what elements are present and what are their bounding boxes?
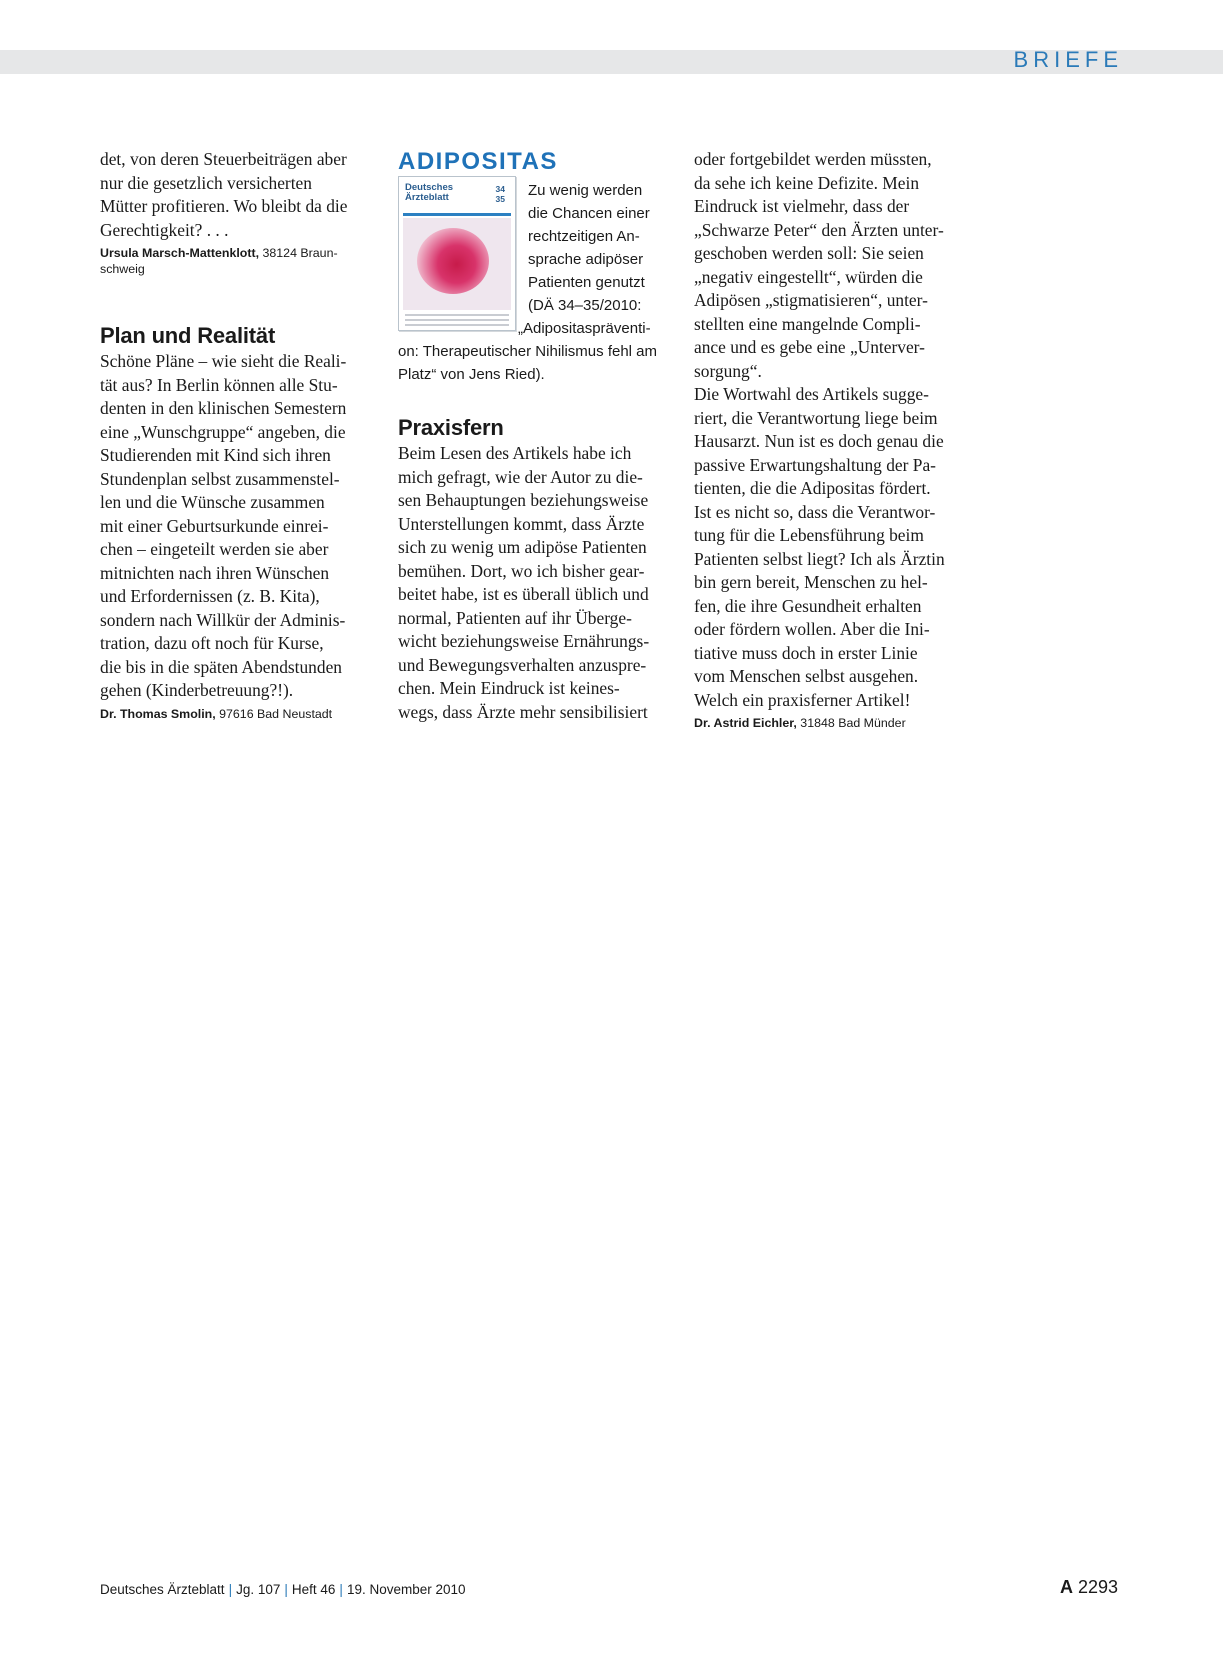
journal-name: Deutsches Ärzteblatt xyxy=(100,1582,225,1597)
text-line: passive Erwartungshaltung der Pa- xyxy=(694,454,936,475)
text-line: Die Wortwahl des Artikels sugge- xyxy=(694,384,929,404)
text-line: chen – eingeteilt werden sie aber xyxy=(100,539,329,559)
text-line: bemühen. Dort, wo ich bisher gear- xyxy=(398,560,645,581)
text-line: „negativ eingestellt“, würden die xyxy=(694,266,923,287)
text-line: tät aus? In Berlin können alle Stu- xyxy=(100,374,338,395)
text-line: sorgung“. xyxy=(694,360,762,381)
text-line: wegs, dass Ärzte mehr sensibilisiert xyxy=(398,701,648,722)
column-3 xyxy=(694,148,974,731)
text-line: Adipösen „stigmatisieren“, unter- xyxy=(694,290,928,310)
text-line: da sehe ich keine Defizite. Mein xyxy=(694,172,920,193)
letter-body xyxy=(100,350,380,703)
text-line: Patienten genutzt xyxy=(528,274,645,291)
text-line: die bis in die späten Abendstunden xyxy=(100,656,342,677)
text-line: mich gefragt, wie der Autor zu die- xyxy=(398,466,643,487)
text-line: Platz“ von Jens Ried). xyxy=(398,366,545,383)
text-line: Hausarzt. Nun ist es doch genau die xyxy=(694,431,944,451)
cover-masthead: Deutsches Ärzteblatt xyxy=(405,182,454,203)
column-2 xyxy=(398,148,678,724)
text-line: Studierenden mit Kind sich ihren xyxy=(100,445,331,465)
histology-section xyxy=(417,228,489,294)
text-line: stellten eine mangelnde Compli- xyxy=(694,313,921,334)
text-line: sondern nach Willkür der Adminis- xyxy=(100,609,346,630)
text-line: Gerechtigkeit? . . . xyxy=(100,219,229,240)
text-line: sen Behauptungen beziehungsweise xyxy=(398,490,649,510)
text-line: tung für die Lebensführung beim xyxy=(694,525,924,545)
cover-text-line xyxy=(405,314,509,316)
text-line: sich zu wenig um adipöse Patienten xyxy=(398,537,647,557)
text-line: Unterstellungen kommt, dass Ärzte xyxy=(398,513,645,534)
text-line: vom Menschen selbst ausgehen. xyxy=(694,666,919,686)
text-line: Ist es nicht so, dass die Verantwor- xyxy=(694,501,936,522)
text-line: und Bewegungsverhalten anzuspre- xyxy=(398,654,647,675)
text-line: Schöne Pläne – wie sieht die Reali- xyxy=(100,351,347,371)
page-footer xyxy=(100,1582,466,1597)
text-line: Zu wenig werden xyxy=(528,182,643,199)
text-line: ance und es gebe eine „Unterver- xyxy=(694,337,925,357)
author-name: Dr. Thomas Smolin, xyxy=(100,706,216,721)
text-line: eine „Wunschgruppe“ angeben, die xyxy=(100,421,346,442)
text-line: „Schwarze Peter“ den Ärzten unter- xyxy=(694,219,944,240)
text-line: Beim Lesen des Artikels habe ich xyxy=(398,443,632,463)
page-number xyxy=(1060,1577,1118,1598)
letter-author xyxy=(100,245,380,277)
text-line: beitet habe, ist es überall üblich und xyxy=(398,584,649,604)
text-line: gehen (Kinderbetreuung?!). xyxy=(100,680,294,700)
cover-histology-picture xyxy=(403,218,511,310)
publication-date: 19. November 2010 xyxy=(346,1582,466,1597)
text-line: fen, die ihre Gesundheit erhalten xyxy=(694,595,922,616)
text-line: riert, die Verantwortung liege beim xyxy=(694,407,938,428)
journal-issue: Heft 46 xyxy=(291,1582,336,1597)
text-line: tration, dazu oft noch für Kurse, xyxy=(100,633,324,653)
teaser xyxy=(398,176,678,386)
text-line: mit einer Geburtsurkunde einrei- xyxy=(100,515,329,536)
topic-kicker: ADIPOSITAS xyxy=(398,148,558,175)
footer-separator: | xyxy=(228,1582,233,1597)
text-line: oder fördern wollen. Aber die Ini- xyxy=(694,619,930,639)
text-line: det, von deren Steuerbeiträgen aber xyxy=(100,149,347,169)
footer-separator: | xyxy=(339,1582,343,1597)
magazine-cover-image xyxy=(398,176,516,331)
letter-heading: Plan und Realität xyxy=(100,323,276,348)
journal-volume: Jg. 107 xyxy=(236,1582,281,1597)
letter-author xyxy=(694,715,974,731)
text-line: denten in den klinischen Semestern xyxy=(100,398,347,418)
cover-text-line xyxy=(405,319,509,321)
author-place: schweig xyxy=(100,262,145,276)
text-line: sprache adipöser xyxy=(528,251,644,268)
text-line: oder fortgebildet werden müssten, xyxy=(694,149,932,169)
text-line: „Adipositaspräventi- xyxy=(518,320,651,337)
text-line: Patienten selbst liegt? Ich als Ärztin xyxy=(694,548,945,569)
letter-author xyxy=(100,706,380,722)
page-prefix: A xyxy=(1059,1577,1073,1597)
text-line: Welch ein praxisferner Artikel! xyxy=(694,689,911,710)
letter-body-continued xyxy=(694,148,974,712)
text-line: die Chancen einer xyxy=(528,205,650,222)
text-line: normal, Patienten auf ihr Überge- xyxy=(398,607,632,628)
text-line: Stundenplan selbst zusammenstel- xyxy=(100,468,340,489)
text-line: und Erfordernissen (z. B. Kita), xyxy=(100,586,320,606)
text-line: rechtzeitigen An- xyxy=(528,228,640,245)
cover-band xyxy=(403,213,511,216)
page-number-value: 2293 xyxy=(1077,1577,1118,1597)
text-line: (DÄ 34–35/2010: xyxy=(528,297,642,314)
letter-body xyxy=(398,442,678,724)
text-line: mitnichten nach ihren Wünschen xyxy=(100,562,330,583)
author-place: 97616 Bad Neustadt xyxy=(219,706,333,721)
text-line: chen. Mein Eindruck ist keines- xyxy=(398,678,620,698)
text-line: Mütter profitieren. Wo bleibt da die xyxy=(100,196,348,216)
column-1 xyxy=(100,148,380,722)
author-place: 31848 Bad Münder xyxy=(800,716,906,730)
section-label: BRIEFE xyxy=(1013,47,1123,72)
footer-separator: | xyxy=(284,1582,288,1597)
text-line: bin gern bereit, Menschen zu hel- xyxy=(694,572,928,592)
text-line: len und die Wünsche zusammen xyxy=(100,492,325,512)
continued-letter-text xyxy=(100,148,380,242)
text-line: wicht beziehungsweise Ernährungs- xyxy=(398,631,650,651)
text-line: tiative muss doch in erster Linie xyxy=(694,642,918,663)
author-place: 38124 Braun- xyxy=(262,246,338,260)
teaser-text-continued xyxy=(398,340,678,386)
text-line: geschoben werden soll: Sie seien xyxy=(694,243,924,263)
letter-heading: Praxisfern xyxy=(398,415,504,440)
author-name: Dr. Astrid Eichler, xyxy=(694,716,797,730)
author-name: Ursula Marsch-Mattenklott, xyxy=(100,246,260,260)
text-line: nur die gesetzlich versicherten xyxy=(100,172,312,193)
text-line: tienten, die die Adipositas fördert. xyxy=(694,478,931,498)
text-line: on: Therapeutischer Nihilismus fehl am xyxy=(398,343,658,360)
cover-issue-number: 34 35 xyxy=(495,184,505,204)
text-line: Eindruck ist vielmehr, dass der xyxy=(694,196,910,216)
cover-text-line xyxy=(405,324,509,326)
